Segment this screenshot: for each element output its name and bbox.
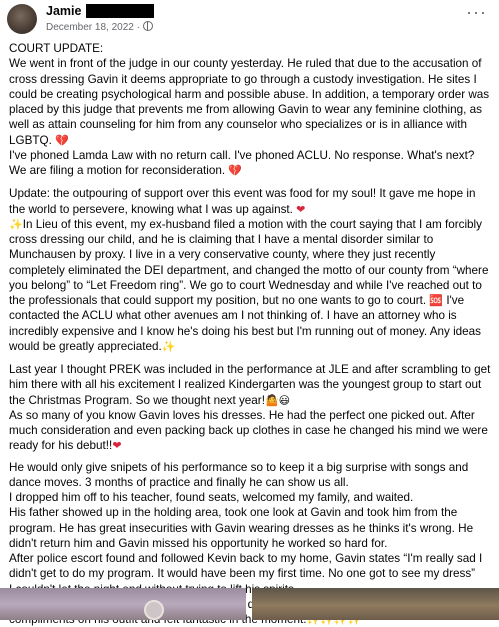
post-paragraph: ✨In Lieu of this event, my ex-husband filed a motion with the court saying that I am forcibly cross dressing our child, and he is claiming that I have a mental disorder similar to Munchausen by proxy. I live in a very conservative county, where they just recently completely eliminated the DEI department, and changed the motto of our county from “where you belong” to “Let Freedom ring”. We go to court Wednesday and while I've reached out to the professionals that could support my position, but no one wants to go to court. 🆘 I've contacted the ACLU what other avenues am I not thinking of. I have an attorney who is incredibly expensive and I know he's doing his best but I'm running out of money. Any ideas would be greatly appreciated.✨ [9,217,489,353]
photo-thumbnail[interactable] [0,588,246,620]
heart-icon: ❤ [296,202,306,216]
sparkles-icon: ✨ [161,339,176,353]
face-icons: 🤷😃 [264,393,291,407]
post-paragraph: We went in front of the judge in our county yesterday. He ruled that due to the accusation of cross dressing Gavin it deems appropriate to go through a custody investigation. He sites I could be creating psychological harm and possible abuse. In addition, a temporary order was placed by this judge that prevents me from allowing Gavin to wear any feminine clothing, as well as attain counseling for him from any counselor who specializes or is in alliance with LGBTQ. 💔 [9,57,490,147]
post-date-text[interactable]: December 18, 2022 · [46,22,140,33]
post-header [0,0,499,40]
post-paragraph: As so many of you know Gavin loves his dresses. He had the perfect one picked out. After much consideration and even packing back up clothes in case he changed his mind we were ready for his debut!!❤ [9,408,488,453]
photo-thumbnail[interactable] [252,588,499,620]
redacted-name-bar [86,4,154,18]
post-paragraph: After police escort found and followed Kevin back to my home, Gavin states “I'm really sad I didn't get to do my program. It would have been my first time. No one got to see my dress” [9,552,483,581]
court-update-heading: COURT UPDATE: [9,42,104,55]
post-paragraph: He would only give snipets of his performance so to keep it a big surprise with songs and dance moves. 3 months of practice and finally he can show us all. [9,460,469,489]
post-paragraph: I dropped him off to his teacher, found seats, welcomed my family, and waited. [9,491,414,504]
globe-icon [143,21,153,31]
broken-heart-icon: 💔 [55,133,69,147]
broken-heart-icon: 💔 [228,164,243,177]
post-text [9,41,493,627]
sparkles-icon: ✨ [9,217,23,231]
post-paragraph: Last year I thought PREK was included in the performance at JLE and after scrambling to get him there with all his excitement I realized Kindergarten was the youngest group to start out the Christmas Program. So we thought next year!🤷😃 [9,363,491,407]
author-name[interactable]: Jamie [46,4,82,18]
post-date[interactable] [46,21,153,33]
post-paragraph: the [9,597,493,627]
photo-grid [0,588,499,620]
more-options-icon[interactable]: ··· [466,2,487,22]
sos-icon: 🆘 [429,294,444,307]
post-paragraph: I've phoned Lamda Law with no return call. I've phoned ACLU. No response. What's next? [9,148,475,162]
heart-icon: ❤ [112,439,122,453]
post-paragraph: We are filing a motion for reconsideration. 💔 [9,164,243,177]
post-paragraph: His father showed up in the holding area, took one look at Gavin and took him from the program. He has great insecurities with Gavin wearing dresses as he thinks it's wrong. He didn't return him and Gavin missed his opportunity he worked so hard for. [9,506,474,550]
clock-icon [144,600,164,620]
post-paragraph: Update: the outpouring of support over this event was food for my soul! It gave me hope in the world to persevere, knowing what I was up against. ❤ [9,187,476,216]
avatar[interactable] [7,4,37,34]
